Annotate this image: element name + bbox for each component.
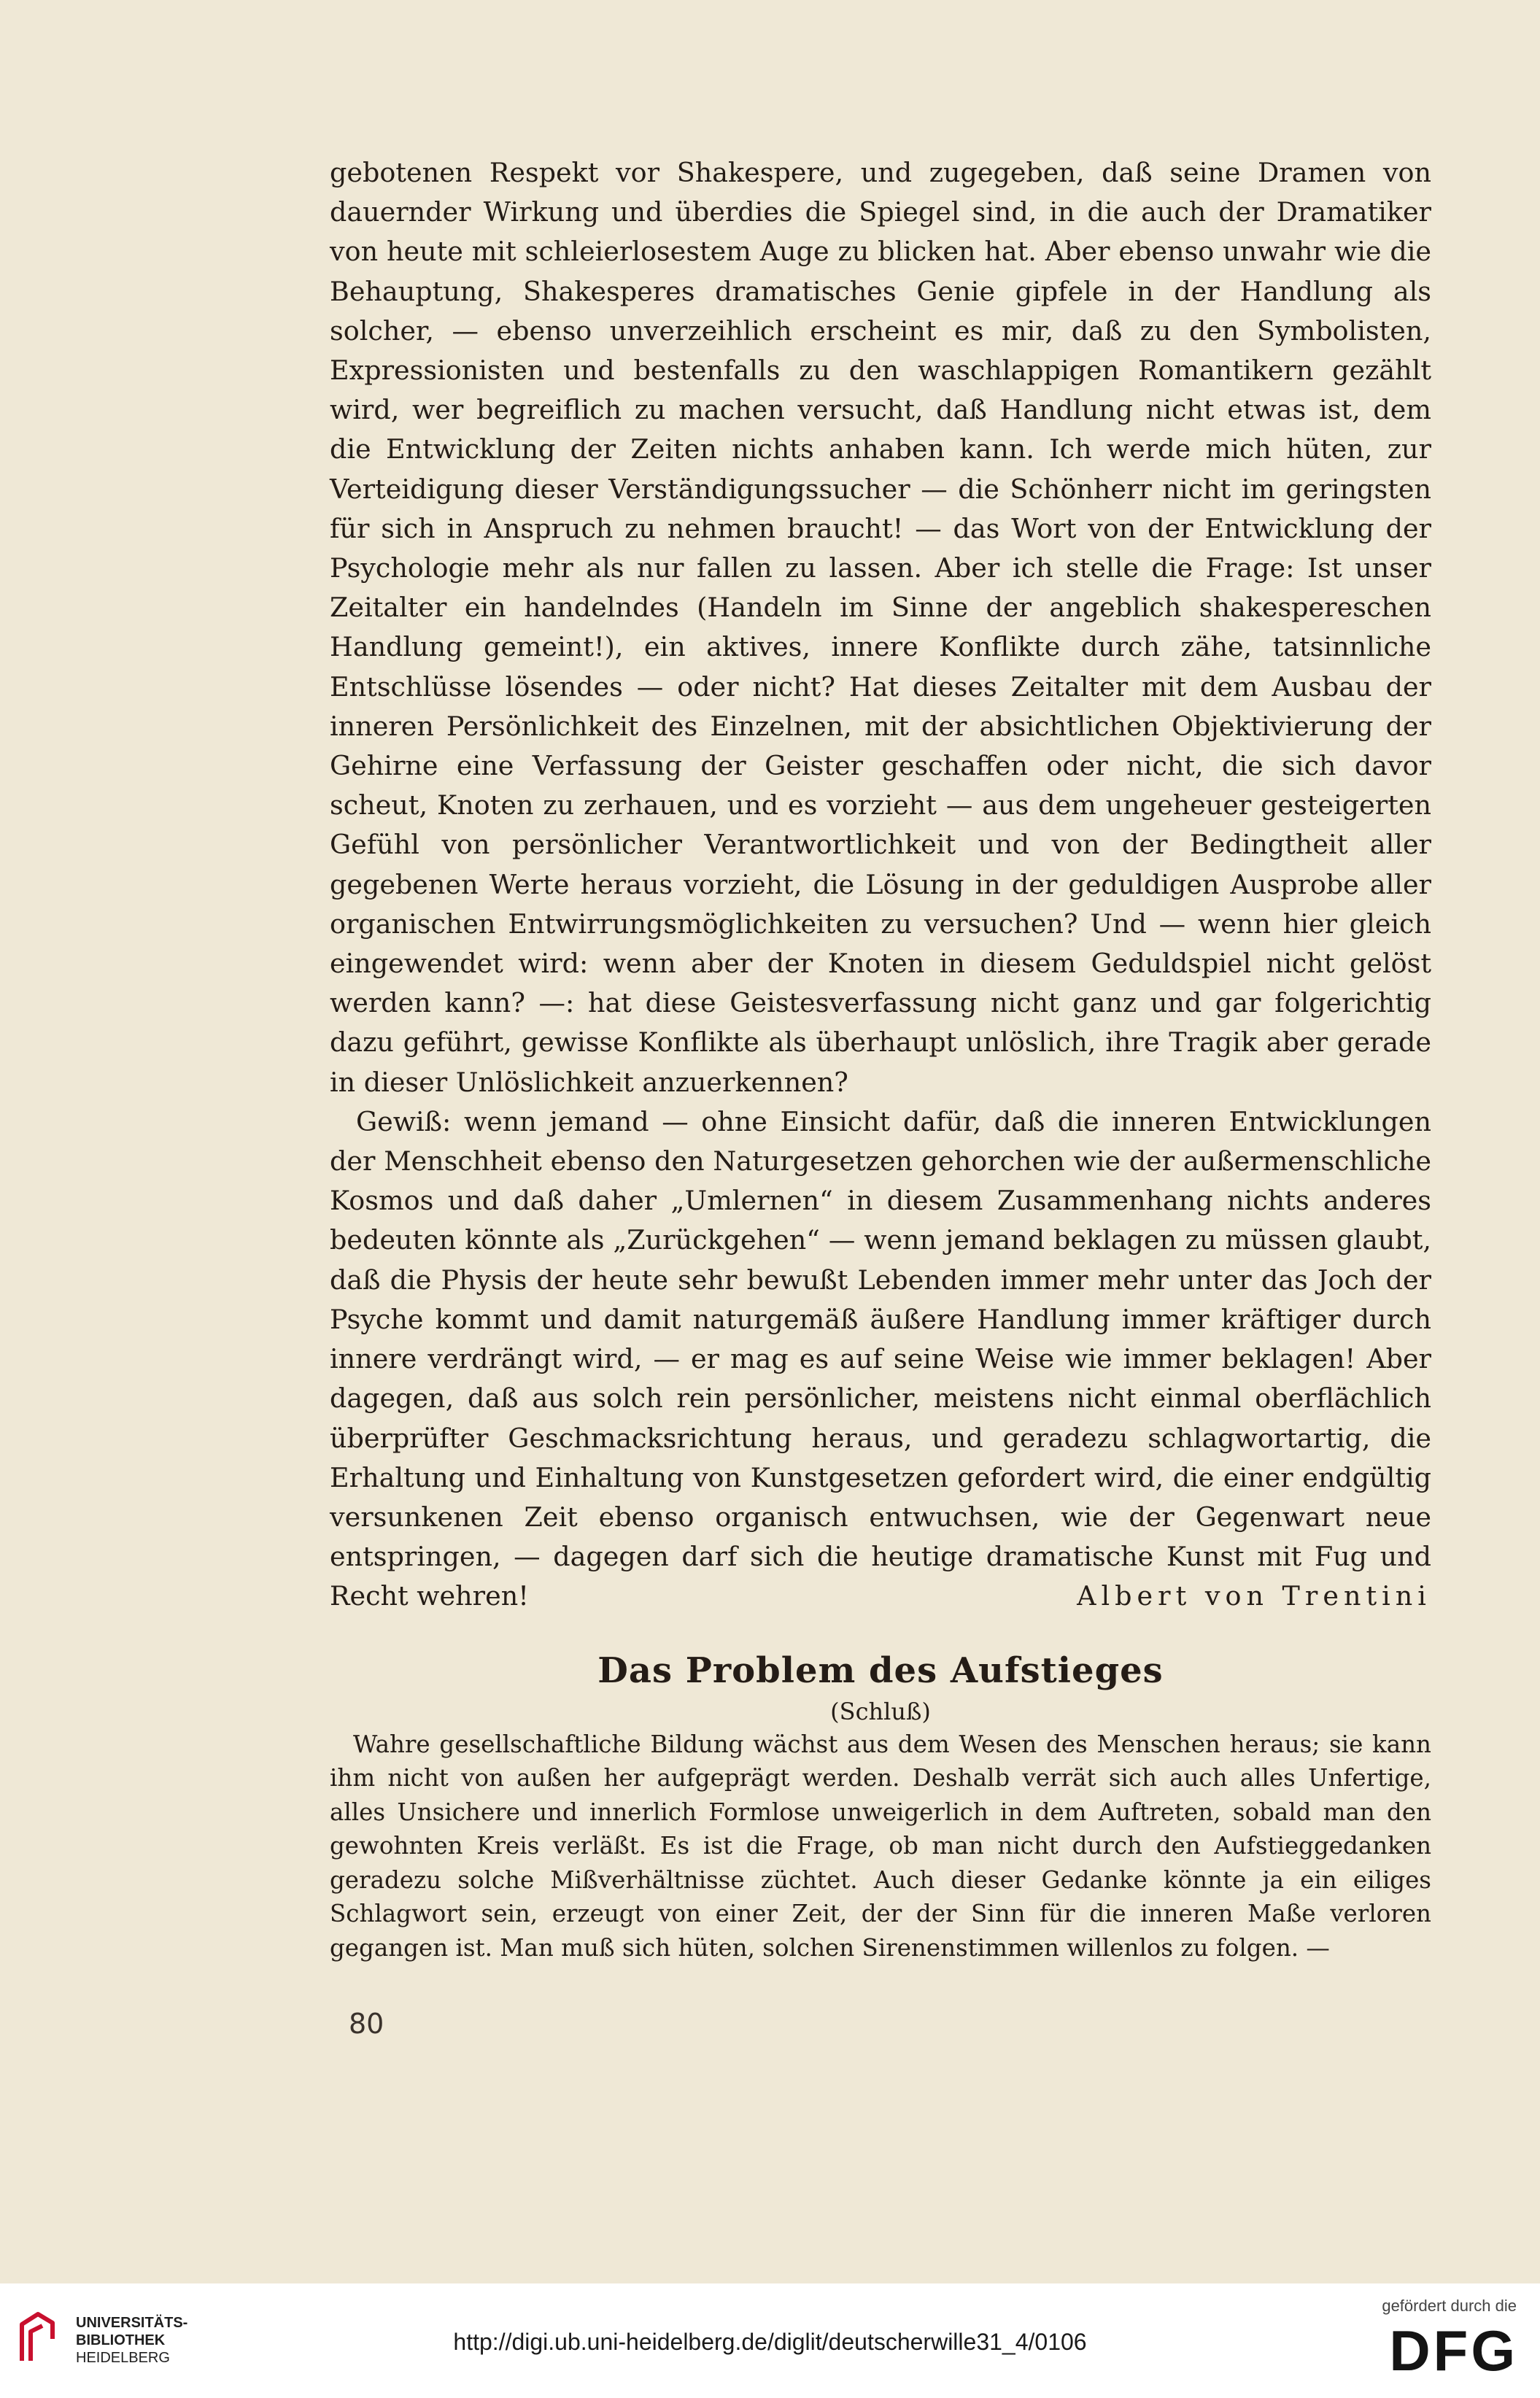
article-heading: Das Problem des Aufstieges: [597, 1649, 1164, 1691]
footer-bar: [0, 2283, 1540, 2398]
paragraph-text: Gewiß: wenn jemand — ohne Einsicht dafür, daß die inneren Entwicklungen der Menschheit ebenso den Naturgesetzen gehorchen wie der außermenschliche Kosmos und daß daher „Umlernen“ in diesem Zusammenhang nichts anderes bedeuten könnte als „Zurückgehen“ — wenn jemand beklagen zu müssen glaubt, daß die Physis der heute sehr bewußt Lebenden immer mehr unter das Joch der Psyche kommt und damit naturgemäß äußere Handlung immer kräftiger durch innere verdrängt wird, — er mag es auf seine Weise wie immer beklagen! Aber dagegen, daß aus solch rein persönlicher, meistens nicht einmal oberflächlich überprüfter Geschmacksrichtung heraus, und geradezu schlagwortartig, die Erhaltung und Einhaltung von Kunstgesetzen gefordert wird, die einer endgültig versunkenen Zeit ebenso organisch entwuchsen, wie der Gegenwart neue entspringen, — dagegen darf sich die heutige dramatische Kunst mit Fug und Recht wehren!: [330, 1105, 1431, 1612]
paragraph-text: gebotenen Respekt vor Shakespere, und zugegeben, daß seine Dramen von dauernder Wirkung und überdies die Spiegel sind, in die auch der Dramatiker von heute mit schleierlosestem Auge zu blicken hat. Aber ebenso unwahr wie die Behauptung, Shakesperes dramatisches Genie gipfele in der Handlung als solcher, — ebenso unverzeihlich erscheint es mir, daß zu den Symbolisten, Expressionisten und bestenfalls zu den waschlappigen Romantikern gezählt wird, wer begreiflich zu machen versucht, daß Handlung nicht etwas ist, dem die Entwicklung der Zeiten nichts anhaben kann. Ich werde mich hüten, zur Verteidigung dieser Verständigungssucher — die Schönherr nicht im geringsten für sich in Anspruch zu nehmen braucht! — das Wort von der Entwicklung der Psychologie mehr als nur fallen zu lassen. Aber ich stelle die Frage: Ist unser Zeitalter ein handelndes (Handeln im Sinne der angeblich shakespereschen Handlung gemeint!), ein aktives, innere Konflikte durch zähe, tatsinnliche Entschlüsse lösendes — oder nicht? Hat dieses Zeitalter mit dem Ausbau der inneren Persönlichkeit des Einzelnen, mit der absichtlichen Objektivierung der Gehirne eine Verfassung der Geister geschaffen oder nicht, die sich davor scheut, Knoten zu zerhauen, und es vorzieht — aus dem ungeheuer gesteigerten Gefühl von persönlicher Verantwortlichkeit und von der Bedingtheit aller gegebenen Werte heraus vorzieht, die Lösung in der geduldigen Ausprobe aller organischen Entwirrungsmöglichkeiten zu versuchen? Und — wenn hier gleich eingewendet wird: wenn aber der Knoten in diesem Geduldspiel nicht gelöst werden kann? —: hat diese Geistesverfassung nicht ganz und gar folgerichtig dazu geführt, gewisse Konflikte als überhaupt unlöslich, ihre Tragik aber gerade in dieser Unlöslichkeit anzuerkennen?: [330, 157, 1431, 1098]
paragraph-text: Wahre gesellschaftliche Bildung wächst aus dem Wesen des Menschen heraus; sie kann ihm nicht von außen her aufgeprägt werden. Deshalb verrät sich auch alles Unfertige, alles Unsichere und innerlich Formlose unweigerlich in dem Auftreten, sobald man den gewohnten Kreis verläßt. Es ist die Frage, ob man nicht durch den Aufstieggedanken geradezu solche Mißverhältnisse züchtet. Auch dieser Gedanke könnte ja ein eiliges Schlagwort sein, erzeugt von einer Zeit, der der Sinn für die inneren Maße verloren gegangen ist. Man muß sich hüten, solchen Sirenenstimmen willenlos zu folgen. —: [330, 1730, 1431, 1962]
library-name-line: BIBLIOTHEK: [76, 2332, 166, 2348]
body-paragraph: [330, 153, 1431, 1102]
body-paragraph: [330, 1728, 1431, 1965]
body-paragraph: [330, 1102, 1431, 1617]
funding-note: gefördert durch die: [1382, 2297, 1517, 2315]
page-number: 80: [349, 2008, 384, 2040]
author-signature: Albert von Trentini: [1077, 1580, 1431, 1612]
article-subheading: (Schluß): [830, 1697, 931, 1725]
library-name-line: HEIDELBERG: [76, 2350, 170, 2366]
library-name-line: UNIVERSITÄTS-: [76, 2315, 188, 2331]
source-url-link[interactable]: http://digi.ub.uni-heidelberg.de/diglit/deutscherwille31_4/0106: [453, 2329, 1087, 2355]
page-content: [330, 153, 1431, 1965]
dfg-logo[interactable]: DFG: [1389, 2318, 1518, 2383]
